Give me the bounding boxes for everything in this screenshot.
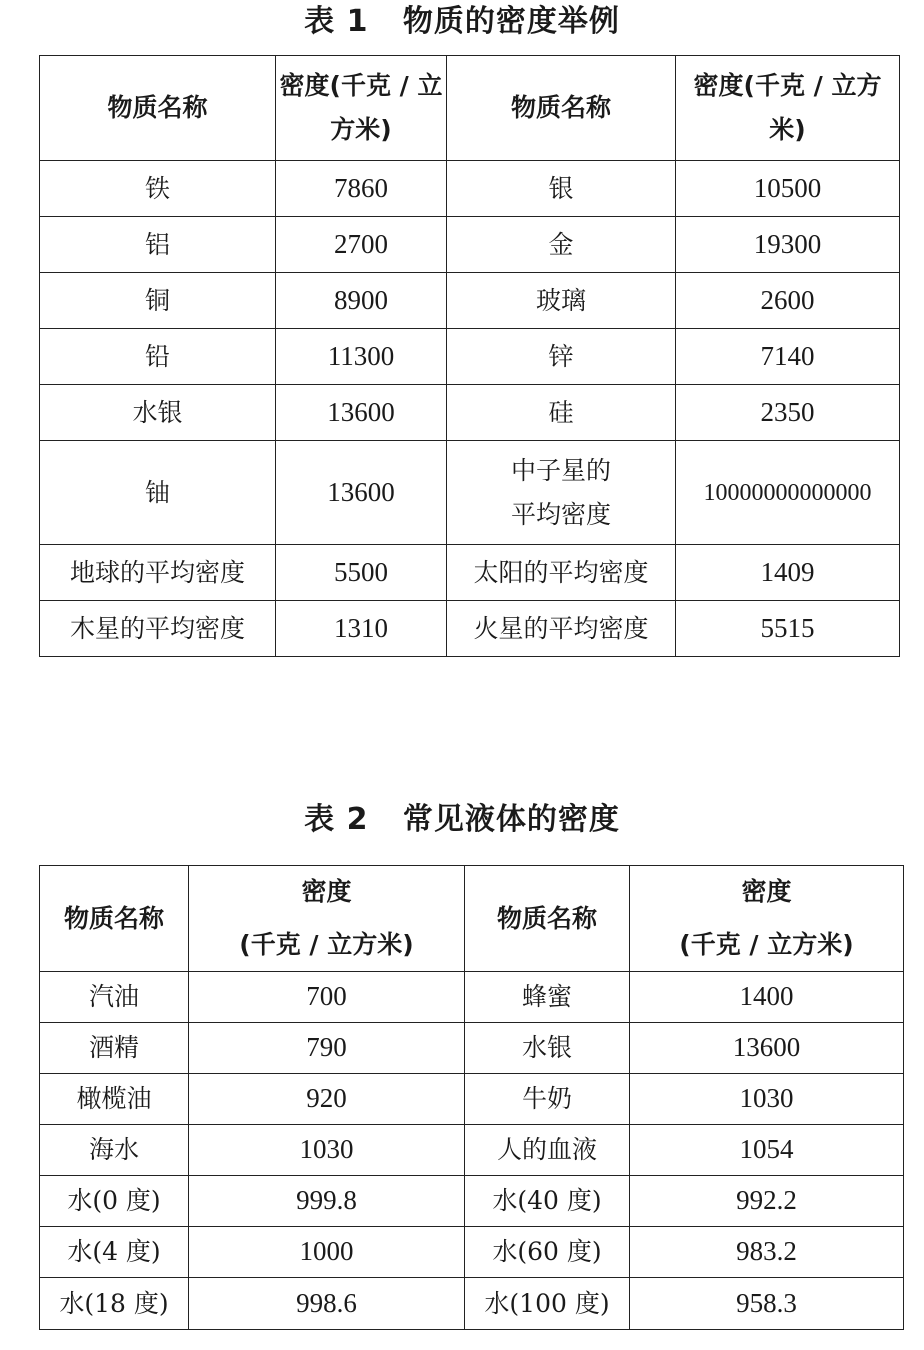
header-density: 密度 (千克 / 立方米) [189,866,465,972]
density-cell: 5500 [276,545,447,601]
table-row [40,385,900,441]
density-cell: 1310 [276,601,447,657]
density-cell: 1030 [630,1074,904,1125]
density-cell: 790 [189,1023,465,1074]
substance-cell: 玻璃 [447,273,676,329]
header-substance: 物质名称 [465,866,630,972]
density-cell: 13600 [630,1023,904,1074]
substance-cell: 铅 [40,329,276,385]
header-substance: 物质名称 [40,56,276,161]
table2-caption: 表 2 常见液体的密度 [304,802,620,837]
header-density: 密度 (千克 / 立方米) [630,866,904,972]
substance-cell: 水(4 度) [40,1227,189,1278]
table-row [40,545,900,601]
density-cell: 958.3 [630,1278,904,1330]
density-cell: 7860 [276,161,447,217]
substance-cell: 水银 [465,1023,630,1074]
density-cell: 19300 [676,217,900,273]
substance-cell: 太阳的平均密度 [447,545,676,601]
table-row [40,1125,904,1176]
density-cell: 13600 [276,441,447,545]
density-cell: 983.2 [630,1227,904,1278]
table-row [40,161,900,217]
density-cell: 5515 [676,601,900,657]
substance-cell: 蜂蜜 [465,972,630,1023]
table-row [40,217,900,273]
density-cell: 999.8 [189,1176,465,1227]
table-row [40,1074,904,1125]
substance-cell: 地球的平均密度 [40,545,276,601]
density-cell: 1030 [189,1125,465,1176]
table-row [40,601,900,657]
table-row [40,441,900,545]
table-row [40,1227,904,1278]
substance-cell: 水(0 度) [40,1176,189,1227]
density-cell: 1054 [630,1125,904,1176]
substance-cell: 水(100 度) [465,1278,630,1330]
substance-cell: 锌 [447,329,676,385]
table-header-row [40,866,904,972]
density-cell: 2700 [276,217,447,273]
substance-cell: 硅 [447,385,676,441]
header-density: 密度(千克 / 立方米) [676,56,900,161]
substance-cell: 铁 [40,161,276,217]
substance-cell: 铜 [40,273,276,329]
density-cell: 1400 [630,972,904,1023]
header-substance: 物质名称 [40,866,189,972]
density-cell: 7140 [676,329,900,385]
density-cell: 11300 [276,329,447,385]
density-table-2 [39,865,904,1330]
density-cell: 8900 [276,273,447,329]
table-row [40,972,904,1023]
substance-cell: 铀 [40,441,276,545]
table1-caption: 表 1 物质的密度举例 [304,4,620,39]
substance-cell: 火星的平均密度 [447,601,676,657]
density-cell: 1000 [189,1227,465,1278]
density-cell: 1409 [676,545,900,601]
substance-cell: 木星的平均密度 [40,601,276,657]
density-cell: 10000000000000 [676,441,900,545]
substance-cell: 水(18 度) [40,1278,189,1330]
density-cell: 10500 [676,161,900,217]
substance-cell: 人的血液 [465,1125,630,1176]
density-cell: 992.2 [630,1176,904,1227]
table-header-row [40,56,900,161]
substance-cell: 海水 [40,1125,189,1176]
substance-cell: 金 [447,217,676,273]
density-cell: 2600 [676,273,900,329]
density-cell: 2350 [676,385,900,441]
substance-cell: 橄榄油 [40,1074,189,1125]
density-cell: 13600 [276,385,447,441]
substance-cell: 银 [447,161,676,217]
substance-cell: 牛奶 [465,1074,630,1125]
density-cell: 998.6 [189,1278,465,1330]
substance-cell: 中子星的 平均密度 [447,441,676,545]
density-table-1 [39,55,900,657]
header-density: 密度(千克 / 立方米) [276,56,447,161]
table-row [40,1176,904,1227]
table-row [40,329,900,385]
header-substance: 物质名称 [447,56,676,161]
substance-cell: 水(60 度) [465,1227,630,1278]
table-row [40,1023,904,1074]
density-cell: 700 [189,972,465,1023]
substance-cell: 汽油 [40,972,189,1023]
substance-cell: 水银 [40,385,276,441]
substance-cell: 铝 [40,217,276,273]
table-row [40,1278,904,1330]
substance-cell: 酒精 [40,1023,189,1074]
density-cell: 920 [189,1074,465,1125]
table-row [40,273,900,329]
substance-cell: 水(40 度) [465,1176,630,1227]
